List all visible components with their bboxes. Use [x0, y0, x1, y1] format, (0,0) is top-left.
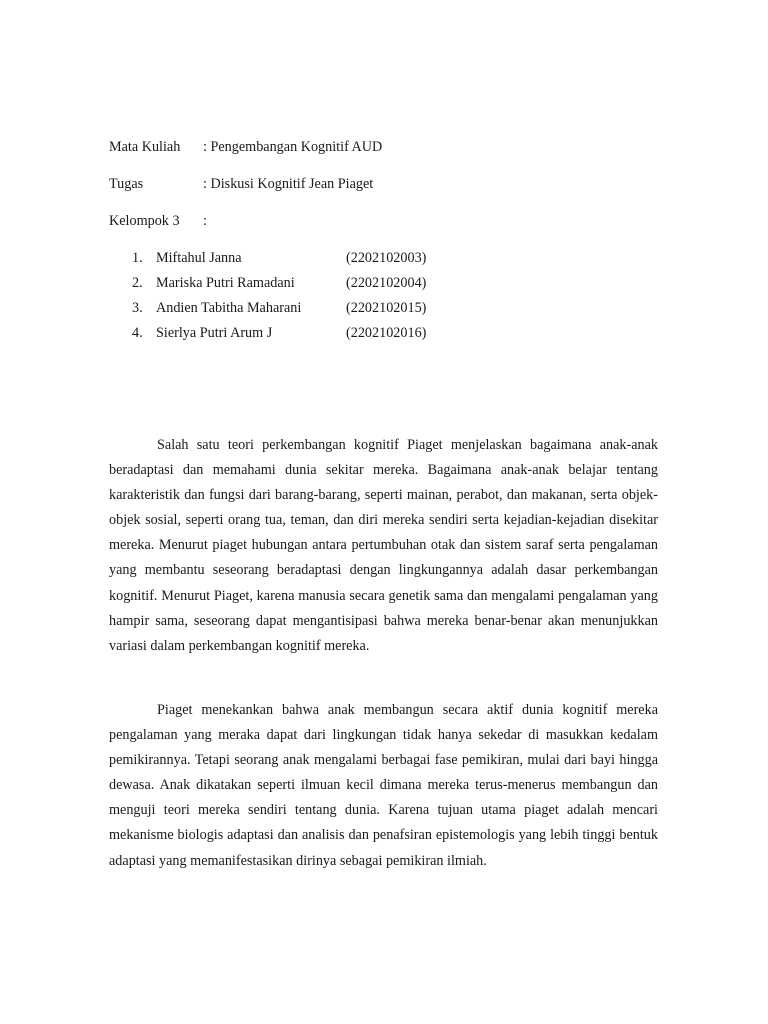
task-label: Tugas: [109, 176, 144, 192]
member-name: Mariska Putri Ramadani: [156, 275, 295, 291]
member-name: Miftahul Janna: [156, 250, 242, 266]
course-label: Mata Kuliah: [109, 139, 181, 155]
member-nim: (2202102015): [346, 300, 427, 316]
group-row: [109, 212, 207, 230]
member-nim: (2202102004): [346, 275, 427, 291]
task-row: [109, 175, 373, 193]
member-nim: (2202102003): [346, 250, 427, 266]
member-number: 4.: [132, 325, 143, 341]
course-row: [109, 138, 382, 156]
member-name: Sierlya Putri Arum J: [156, 325, 273, 341]
body-paragraph-2: Piaget menekankan bahwa anak membangun secara aktif dunia kognitif mereka pengalaman yang meraka dapat dari lingkungan tidak hanya sekedar di masukkan kedalam pemikirannya. Tetapi seorang anak mengalami berbagai fase pemikiran, mulai dari bayi hingga dewasa. Anak dikatakan seperti ilmuan kecil dimana mereka terus-menerus membangun dan menguji teori mereka sendiri tentang dunia. Karena tujuan utama piaget adalah mencari mekanisme biologis adaptasi dan analisis dan penafsiran epistemologis yang lebih tinggi bentuk adaptasi yang memanifestasikan dirinya sebagai pemikiran ilmiah.: [109, 702, 658, 869]
body-paragraph-1: Salah satu teori perkembangan kognitif Piaget menjelaskan bagaimana anak-anak beradaptasi dan memahami dunia sekitar mereka. Bagaimana anak-anak belajar tentang karakteristik dan fungsi dari barang-barang, seperti mainan, perabot, dan makanan, serta objek-objek sosial, seperti orang tua, teman, dan diri mereka sendiri serta kejadian-kejadian disekitar mereka. Menurut piaget hubungan antara pertumbuhan otak dan sistem saraf serta pengalaman yang membantu seseorang beradaptasi dengan lingkungannya adalah dasar perkembangan kognitif. Menurut Piaget, karena manusia secara genetik sama dan mengalami pengalaman yang hampir sama, seseorang dapat mengantisipasi bahwa mereka benar-benar akan menunjukkan variasi dalam perkembangan kognitif mereka.: [109, 437, 658, 654]
group-value: :: [203, 213, 207, 229]
group-label: Kelompok 3: [109, 213, 180, 229]
task-value: : Diskusi Kognitif Jean Piaget: [203, 176, 374, 192]
member-number: 1.: [132, 250, 143, 266]
member-nim: (2202102016): [346, 325, 427, 341]
member-name: Andien Tabitha Maharani: [156, 300, 302, 316]
member-number: 2.: [132, 275, 143, 291]
member-number: 3.: [132, 300, 143, 316]
course-value: : Pengembangan Kognitif AUD: [203, 139, 383, 155]
